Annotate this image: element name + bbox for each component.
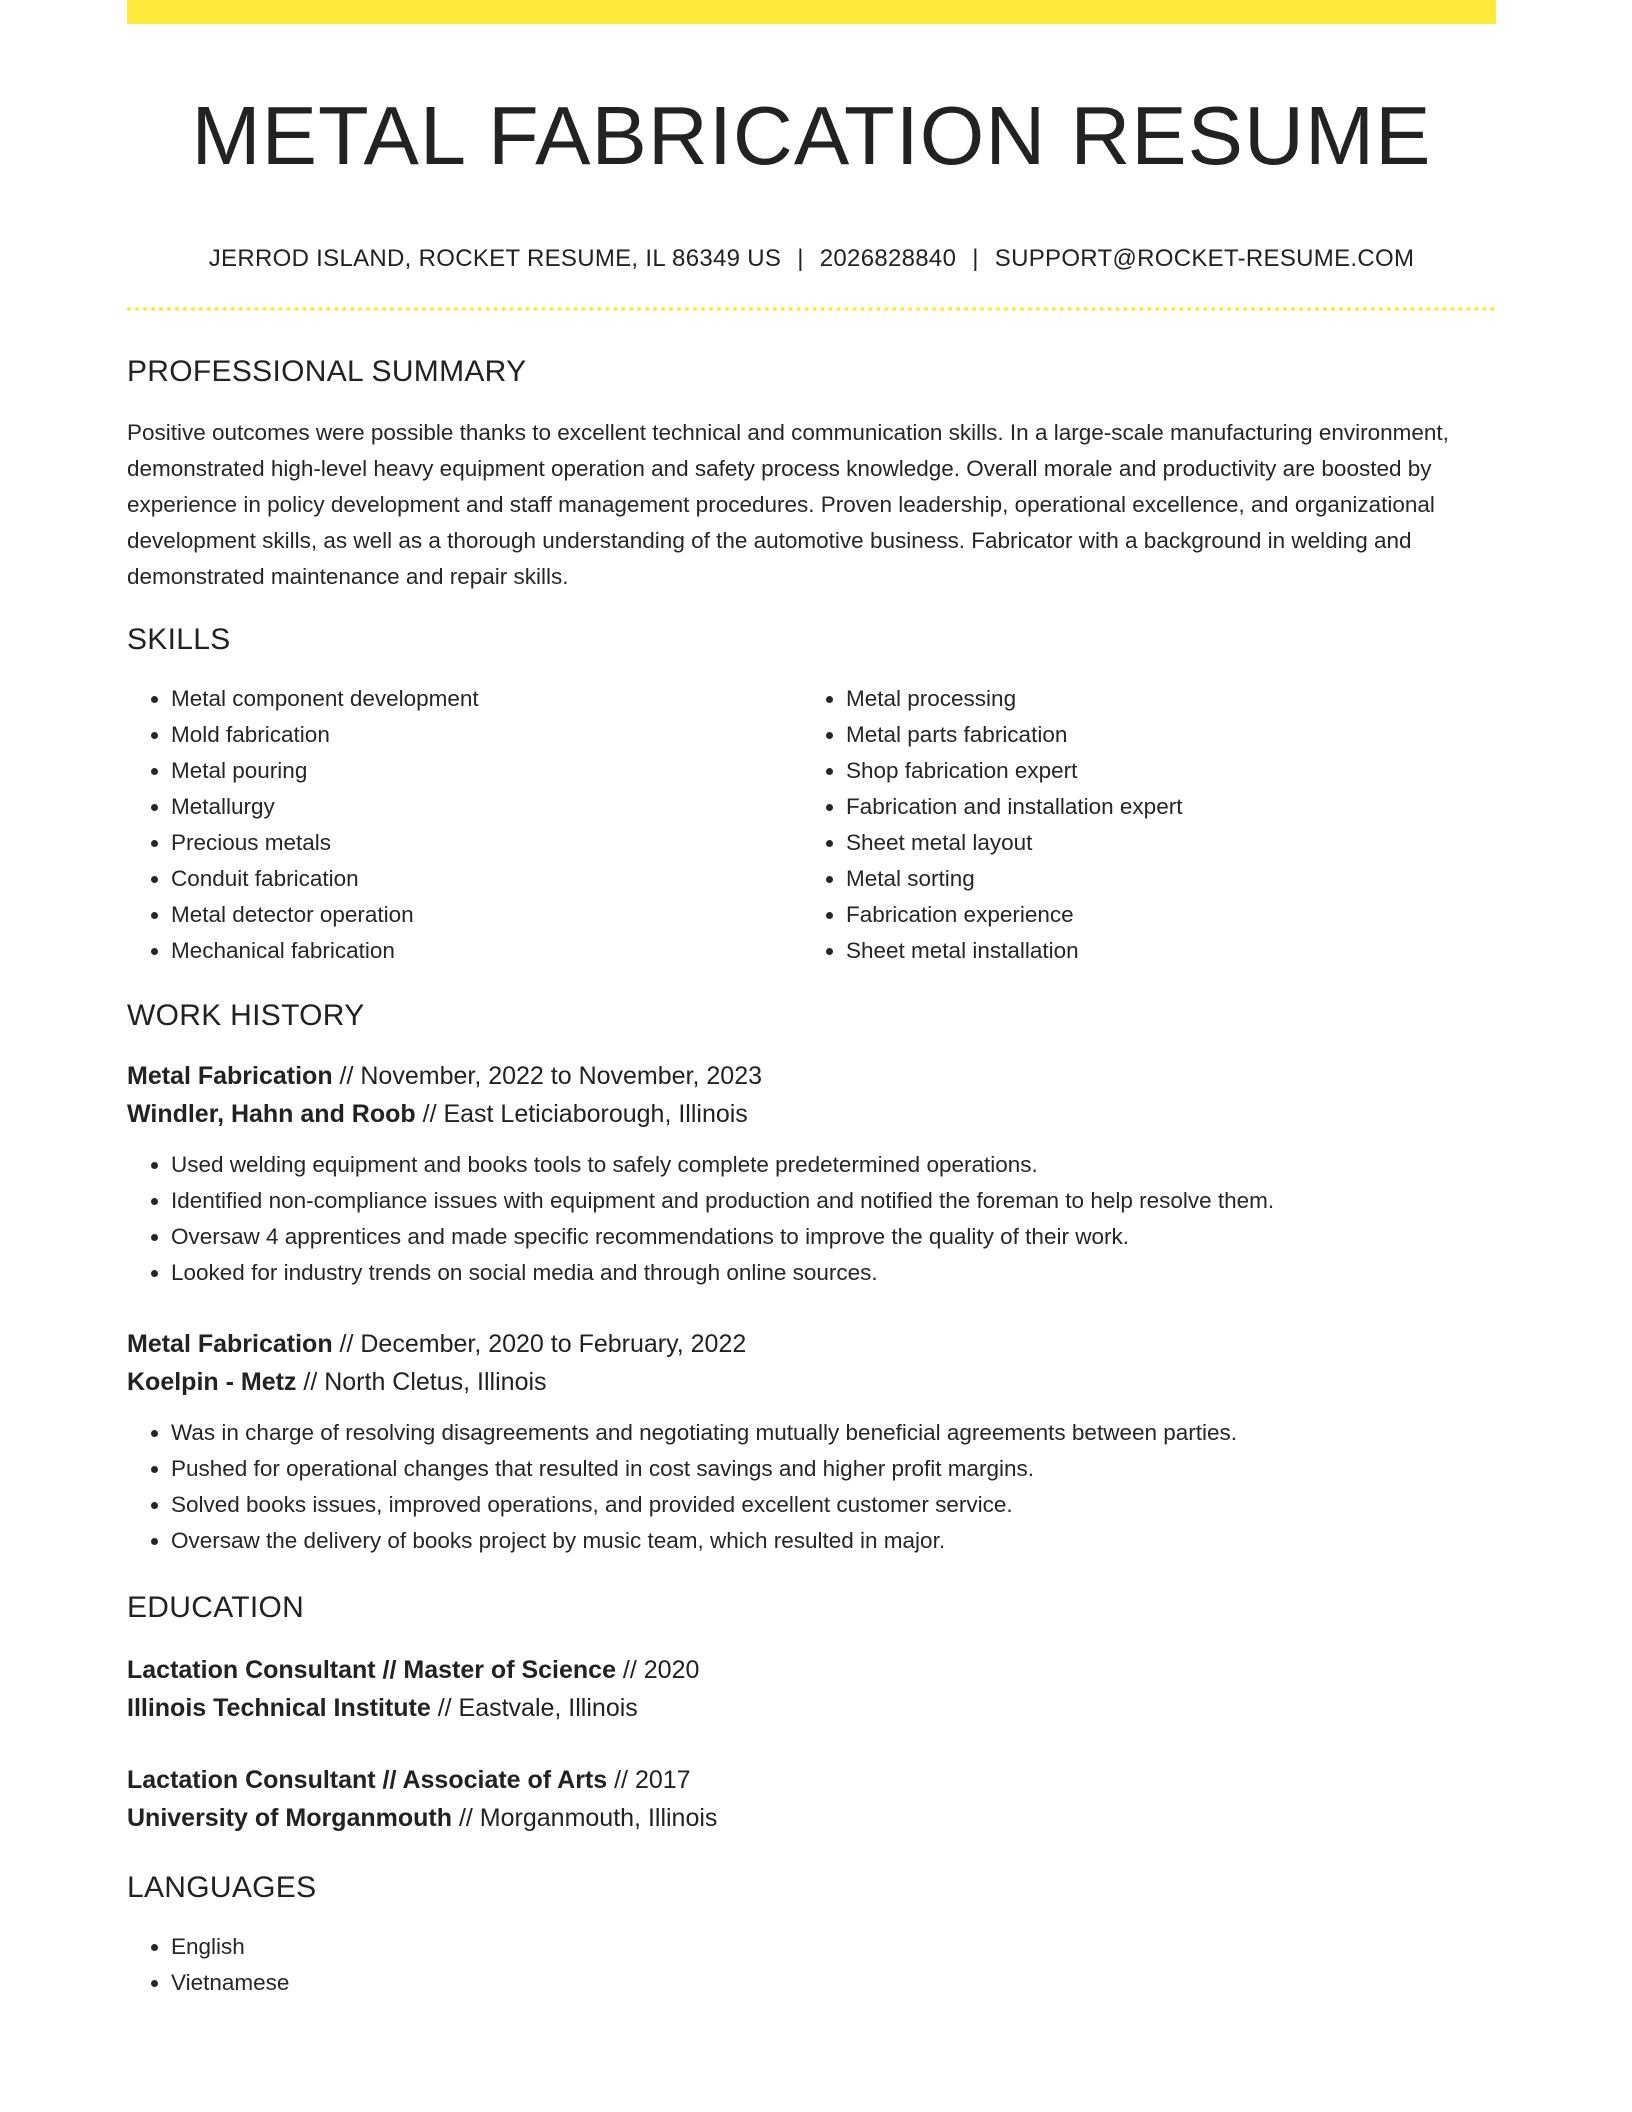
skills-columns (127, 681, 1496, 969)
education-heading: EDUCATION (127, 1590, 305, 1624)
job-location: // East Leticiaborough, Illinois (415, 1099, 748, 1128)
job-entry (127, 1325, 1496, 1559)
resume-title: METAL FABRICATION RESUME (191, 89, 1432, 182)
skills-column-left (127, 681, 802, 969)
job-duty: • Used welding equipment and books tools to safely complete predetermined operations. (171, 1147, 1496, 1183)
language-item: • English (171, 1929, 1496, 1965)
skill-item: • Conduit fabrication (171, 861, 802, 897)
job-duty: • Pushed for operational changes that resulted in cost savings and higher profit margins. (171, 1451, 1496, 1487)
summary-heading: PROFESSIONAL SUMMARY (127, 354, 527, 388)
contact-separator: | (797, 244, 804, 272)
job-role: Metal Fabrication (127, 1329, 333, 1358)
resume-page (127, 0, 1496, 2001)
job-dates: // December, 2020 to February, 2022 (332, 1329, 747, 1358)
job-company: Koelpin - Metz (127, 1367, 297, 1396)
languages-heading: LANGUAGES (127, 1870, 317, 1904)
skill-item: • Sheet metal layout (846, 825, 1477, 861)
skills-heading: SKILLS (127, 622, 231, 656)
skill-item: • Metal processing (846, 681, 1477, 717)
job-duties-list (127, 1147, 1496, 1291)
skill-item: • Metallurgy (171, 789, 802, 825)
education-school: Illinois Technical Institute (127, 1693, 431, 1722)
education-school-line (127, 1799, 1496, 1837)
job-role-line (127, 1325, 1496, 1363)
job-duty: • Oversaw 4 apprentices and made specific recommendations to improve the quality of their work. (171, 1219, 1496, 1255)
job-company-line (127, 1363, 1496, 1401)
work-history-heading: WORK HISTORY (127, 998, 365, 1032)
job-company-line (127, 1095, 1496, 1133)
education-school: University of Morganmouth (127, 1803, 453, 1832)
skills-list-left (127, 681, 802, 969)
skills-list-right (802, 681, 1477, 969)
contact-separator: | (972, 244, 979, 272)
job-duty: • Oversaw the delivery of books project by music team, which resulted in major. (171, 1523, 1496, 1559)
language-item: • Vietnamese (171, 1965, 1496, 2001)
job-duty: • Identified non-compliance issues with equipment and production and notified the foreman to help resolve them. (171, 1183, 1496, 1219)
skill-item: • Sheet metal installation (846, 933, 1477, 969)
education-entry (127, 1761, 1496, 1837)
education-year: // 2020 (615, 1655, 700, 1684)
skill-item: • Shop fabrication expert (846, 753, 1477, 789)
job-role: Metal Fabrication (127, 1061, 333, 1090)
job-duties-list (127, 1415, 1496, 1559)
education-year: // 2017 (607, 1765, 691, 1794)
skill-item: • Mold fabrication (171, 717, 802, 753)
job-duty: • Solved books issues, improved operations, and provided excellent customer service. (171, 1487, 1496, 1523)
job-role-line (127, 1057, 1496, 1095)
skill-item: • Metal pouring (171, 753, 802, 789)
skill-item: • Mechanical fabrication (171, 933, 802, 969)
languages-list (127, 1929, 1496, 2001)
skill-item: • Fabrication and installation expert (846, 789, 1477, 825)
skill-item: • Metal sorting (846, 861, 1477, 897)
education-location: // Morganmouth, Illinois (452, 1803, 718, 1832)
skill-item: • Fabrication experience (846, 897, 1477, 933)
job-duty: • Was in charge of resolving disagreements and negotiating mutually beneficial agreements between parties. (171, 1415, 1496, 1451)
skills-column-right (802, 681, 1477, 969)
job-dates: // November, 2022 to November, 2023 (332, 1061, 763, 1090)
education-location: // Eastvale, Illinois (430, 1693, 638, 1722)
contact-phone: 2026828840 (819, 244, 957, 272)
contact-address: JERROD ISLAND, ROCKET RESUME, IL 86349 US (208, 244, 782, 272)
job-location: // North Cletus, Illinois (296, 1367, 547, 1396)
header-divider (127, 307, 1496, 311)
education-degree-line (127, 1761, 1496, 1799)
skill-item: • Metal detector operation (171, 897, 802, 933)
job-company: Windler, Hahn and Roob (127, 1099, 416, 1128)
skill-item: • Metal parts fabrication (846, 717, 1477, 753)
education-entry (127, 1651, 1496, 1727)
education-degree-line (127, 1651, 1496, 1689)
education-degree: Lactation Consultant // Associate of Arts (127, 1765, 608, 1794)
education-degree: Lactation Consultant // Master of Science (127, 1655, 616, 1684)
skill-item: • Precious metals (171, 825, 802, 861)
job-duty: • Looked for industry trends on social media and through online sources. (171, 1255, 1496, 1291)
contact-email: SUPPORT@ROCKET-RESUME.COM (994, 244, 1415, 272)
summary-text: Positive outcomes were possible thanks to excellent technical and communication skills. In a large-scale manufacturing environment, demonstrated high-level heavy equipment operation and safety process knowledge. Overall morale and productivity are boosted by experience in policy development and staff management procedures. Proven leadership, operational excellence, and organizational development skills, as well as a thorough understanding of the automotive business. Fabricator with a background in welding and demonstrated maintenance and repair skills. (127, 419, 1449, 589)
job-entry (127, 1057, 1496, 1291)
education-school-line (127, 1689, 1496, 1727)
skill-item: • Metal component development (171, 681, 802, 717)
top-accent-bar (127, 0, 1496, 24)
contact-line (127, 244, 1496, 274)
